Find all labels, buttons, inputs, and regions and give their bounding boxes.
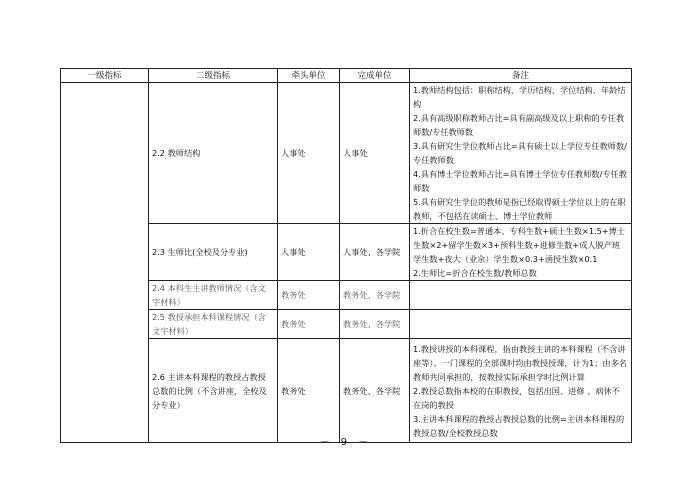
done-unit-cell: 人事处	[340, 83, 410, 224]
done-unit-cell: 教务处、各学院	[340, 339, 410, 443]
lead-unit-cell: 教务处	[278, 310, 340, 339]
header-notes: 备注	[410, 69, 632, 83]
note-line: 2.生师比=折合在校生数/教师总数	[413, 268, 537, 278]
indicator-table	[60, 68, 632, 443]
notes-cell	[410, 339, 632, 443]
header-level1: 一级指标	[61, 69, 149, 83]
level2-cell: 2.2 教师结构	[149, 83, 278, 224]
header-done-unit: 完成单位	[340, 69, 410, 83]
lead-unit-cell: 人事处	[278, 83, 340, 224]
note-line: 4.具有博士学位教师占比=具有博士学位专任教师数/专任教师数	[413, 169, 627, 193]
done-unit-cell: 人事处、各学院	[340, 224, 410, 281]
header-lead-unit: 牵头单位	[278, 69, 340, 83]
notes-cell	[410, 83, 632, 224]
notes-cell	[410, 281, 632, 310]
header-level2: 二级指标	[149, 69, 278, 83]
lead-unit-cell: 教务处	[278, 339, 340, 443]
level2-cell: 2.6 主讲本科课程的教授占教授总数的比例（不含讲座，全校及分专业）	[149, 339, 278, 443]
note-line: 3.主讲本科课程的教授占教授总数的比例=主讲本科课程的教授总数/全校教授总数	[413, 413, 625, 438]
note-line: 2.具有高级职称教师占比=具有副高级及以上职称的专任教师数/专任教师数	[413, 113, 625, 137]
level2-cell: 2.5 教授承担本科课程情况（含文字材料）	[149, 310, 278, 339]
level2-cell: 2.4 本科生主讲教师情况（含文字材料）	[149, 281, 278, 310]
done-unit-cell: 教务处、各学院	[340, 281, 410, 310]
note-line: 3.具有研究生学位教师占比=具有硕士以上学位专任教师数/专任教师数	[413, 141, 627, 165]
table-row	[61, 83, 632, 224]
level2-cell: 2.3 生师比(全校及分专业)	[149, 224, 278, 281]
note-line: 5.具有研究生学位的教师是指已经取得硕士学位以上的在职教师，不包括在读硕士、博士学位教师	[413, 197, 626, 221]
table-header-row	[61, 69, 632, 83]
page-number: － 9 －	[319, 437, 373, 448]
done-unit-cell: 教务处、各学院	[340, 310, 410, 339]
level1-cell	[61, 83, 149, 443]
notes-cell	[410, 224, 632, 281]
lead-unit-cell: 人事处	[278, 224, 340, 281]
notes-cell	[410, 310, 632, 339]
note-line: 2.教授总数指本校的在职教授，包括出国、进修 、病休不在岗的教授	[413, 385, 620, 410]
note-line: 1.折合在校生数=普通本、专科生数+硕士生数×1.5+博士生数×2+留学生数×3+预科生数+进修生数+成人脱产班学生数+夜大（业余）学生数×0.3+函授生数×0.1	[413, 226, 626, 264]
note-line: 1.教师结构包括：职称结构、学历结构、学位结构、年龄结构	[413, 85, 626, 109]
lead-unit-cell: 教务处	[278, 281, 340, 310]
note-line: 1.教授讲授的本科课程，指由教授主讲的本科课程（不含讲座等）。一门课程的全部课时均由教授授课，计为1；由多名教师共同承担的，按教授实际承担学时比例计算	[413, 343, 627, 382]
